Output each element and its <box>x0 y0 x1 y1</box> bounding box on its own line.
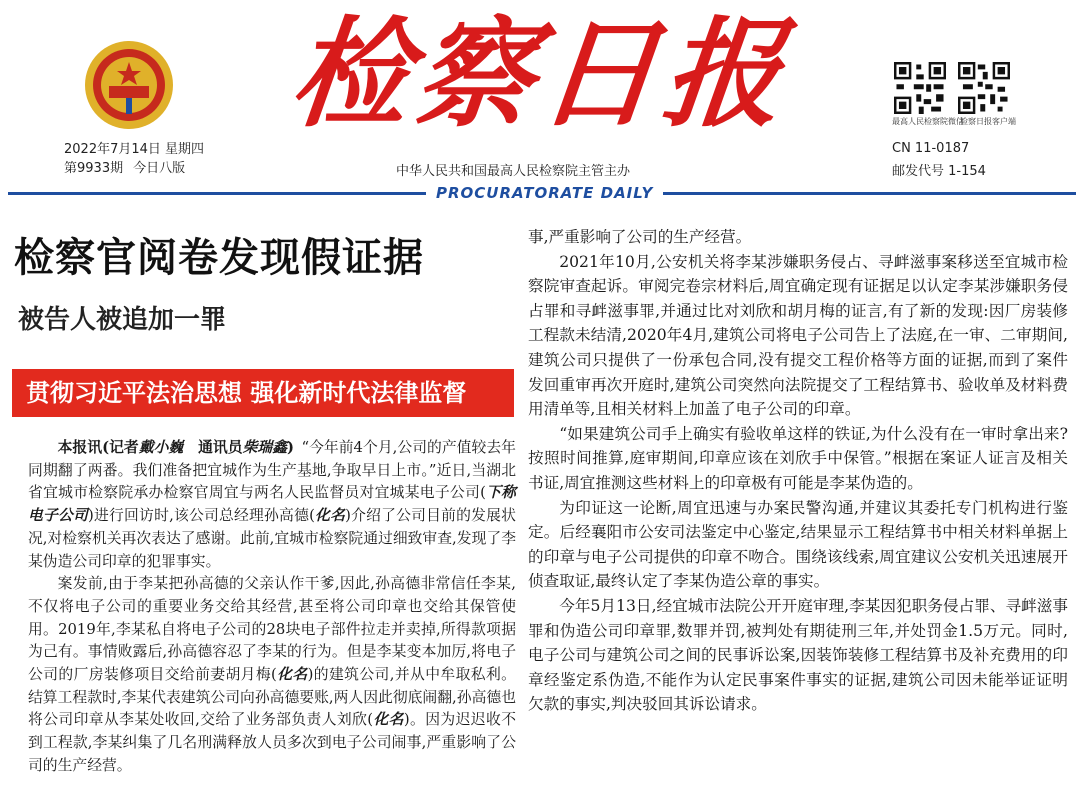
article-paragraph <box>28 437 516 573</box>
cn-number: CN 11-0187 <box>892 141 970 156</box>
english-title-band <box>8 180 1076 206</box>
inline-note: 化名 <box>373 711 404 729</box>
qr-code-icon <box>894 62 946 114</box>
article-paragraph: 事,严重影响了公司的生产经营。 <box>528 228 752 246</box>
inline-note: 下称电子公司 <box>28 484 516 525</box>
qr-caption-app: 检察日报客户端 <box>960 117 1016 126</box>
article-paragraph: 2021年10月,公安机关将李某涉嫌职务侵占、寻衅滋事案移送至宜城市检察院审查起诉。审阅完卷宗材料后,周宜确定现有证据足以认定李某涉嫌职务侵占罪和寻衅滋事罪,并通过比对刘欣和胡月梅的证言,有了新的发现:因厂房装修工程款未结清,2020年4月,建筑公司将电子公司告上了法庭,在一审、二审期间,建筑公司只提供了一份承包合同,没有提交工程价格等方面的证据,而到了案件发回重审再次开庭时,建筑公司突然向法院提交了工程结算书、验收单及材料费用清单等,且相关材料上加盖了电子公司的印章。 <box>528 252 1068 419</box>
postal-code: 邮发代号 1-154 <box>892 164 986 179</box>
qr-caption-wechat: 最高人民检察院微信 <box>892 117 964 126</box>
byline-close: ) <box>287 439 295 456</box>
inline-note: 化名 <box>276 666 308 684</box>
byline: 本报讯(记者 <box>57 439 139 456</box>
issue-number <box>64 157 185 176</box>
issue-number-text: 第9933期 <box>64 161 124 176</box>
masthead <box>0 0 1080 206</box>
correspondent-name: 柴瑞鑫 <box>242 439 288 456</box>
english-title: PROCURATORATE DAILY <box>426 182 663 204</box>
paragraph-text: )。因为迟迟收不到工程款,李某纠集了几名刑满释放人员多次到电子公司闹事,严重影响了公司的生产经营。 <box>28 711 516 774</box>
article-column-right <box>528 225 1068 717</box>
inline-note: 化名 <box>314 507 346 525</box>
paragraph-text: )进行回访时,该公司总经理孙高德( <box>88 507 315 525</box>
article-column-left <box>28 437 516 778</box>
paragraph-text: “今年前4个月,公司的产值较去年同期翻了两番。我们准备把宜城作为生产基地,争取早日上市。”近日,当湖北省宜城市检察院承办检察官周宜与两名人民监督员对宜城某电子公司( <box>28 439 516 502</box>
newspaper-title: 检察日报 <box>284 4 796 143</box>
byline-correspondent-label: 通讯员 <box>198 439 243 456</box>
reporter-name: 戴小巍 <box>138 439 184 456</box>
paragraph-text: )的建筑公司,并从中牟取私利。结算工程款时,李某代表建筑公司向孙高德要账,两人因此彻底闹翻,孙高德也将公司印章从李某处收回,交给了业务部负责人刘欣( <box>28 666 516 729</box>
procuratorate-emblem-icon <box>84 40 174 130</box>
paragraph-text: 案发前,由于李某把孙高德的父亲认作干爹,因此,孙高德非常信任李某,不仅将电子公司的重要业务交给其经营,甚至将公司印章也交给其保管使用。2019年,李某私自将电子公司的28块电子部件拉走并卖掉,所得款项据为己有。事情败露后,孙高德容忍了李某的行为。但是李某变本加厉,将电子公司的厂房装修项目交给前妻胡月梅( <box>28 575 516 684</box>
article-subhead: 被告人被追加一罪 <box>18 305 227 335</box>
article-paragraph: 今年5月13日,经宜城市法院公开开庭审理,李某因犯职务侵占罪、寻衅滋事罪和伪造公司印章罪,数罪并罚,被判处有期徒刑三年,并处罚金1.5万元。同时,电子公司与建筑公司之间的民事诉讼案,因装饰装修工程结算书及补充费用的印章经鉴定系伪造,不能作为认定民事案件事实的证据,建筑公司因未能举证证明欠款的事实,判决驳回其诉讼请求。 <box>528 596 1068 714</box>
sponsor-line: 中华人民共和国最高人民检察院主管主办 <box>396 164 631 179</box>
issue-date: 2022年7月14日 星期四 <box>64 142 205 157</box>
article-paragraph <box>28 573 516 777</box>
article-paragraph: “如果建筑公司手上确实有验收单这样的铁证,为什么没有在一审时拿出来?按照时间推算,庭审期间,印章应该在刘欣手中保管。”根据在案证人证言及相关书证,周宜推测这些材料上的印章极有可能是李某伪造的。 <box>528 424 1068 492</box>
paragraph-text: )介绍了公司目前的发展状况,对检察机关再次表达了感谢。此前,宜城市检察院通过细致审查,发现了李某伪造公司印章的犯罪事实。 <box>28 507 516 570</box>
article-paragraph: 为印证这一论断,周宜迅速与办案民警沟通,并建议其委托专门机构进行鉴定。后经襄阳市公安司法鉴定中心鉴定,结果显示工程结算书中相关材料单据上的印章与电子公司提供的印章不吻合。围绕该线索,周宜建议公安机关迅速展开侦查取证,最终认定了李某伪造公章的事实。 <box>528 498 1068 591</box>
slogan-banner: 贯彻习近平法治思想 强化新时代法律监督 <box>12 369 514 417</box>
edition-count: 今日八版 <box>133 161 186 176</box>
qr-code-icon <box>958 62 1010 114</box>
article-headline: 检察官阅卷发现假证据 <box>14 235 424 281</box>
